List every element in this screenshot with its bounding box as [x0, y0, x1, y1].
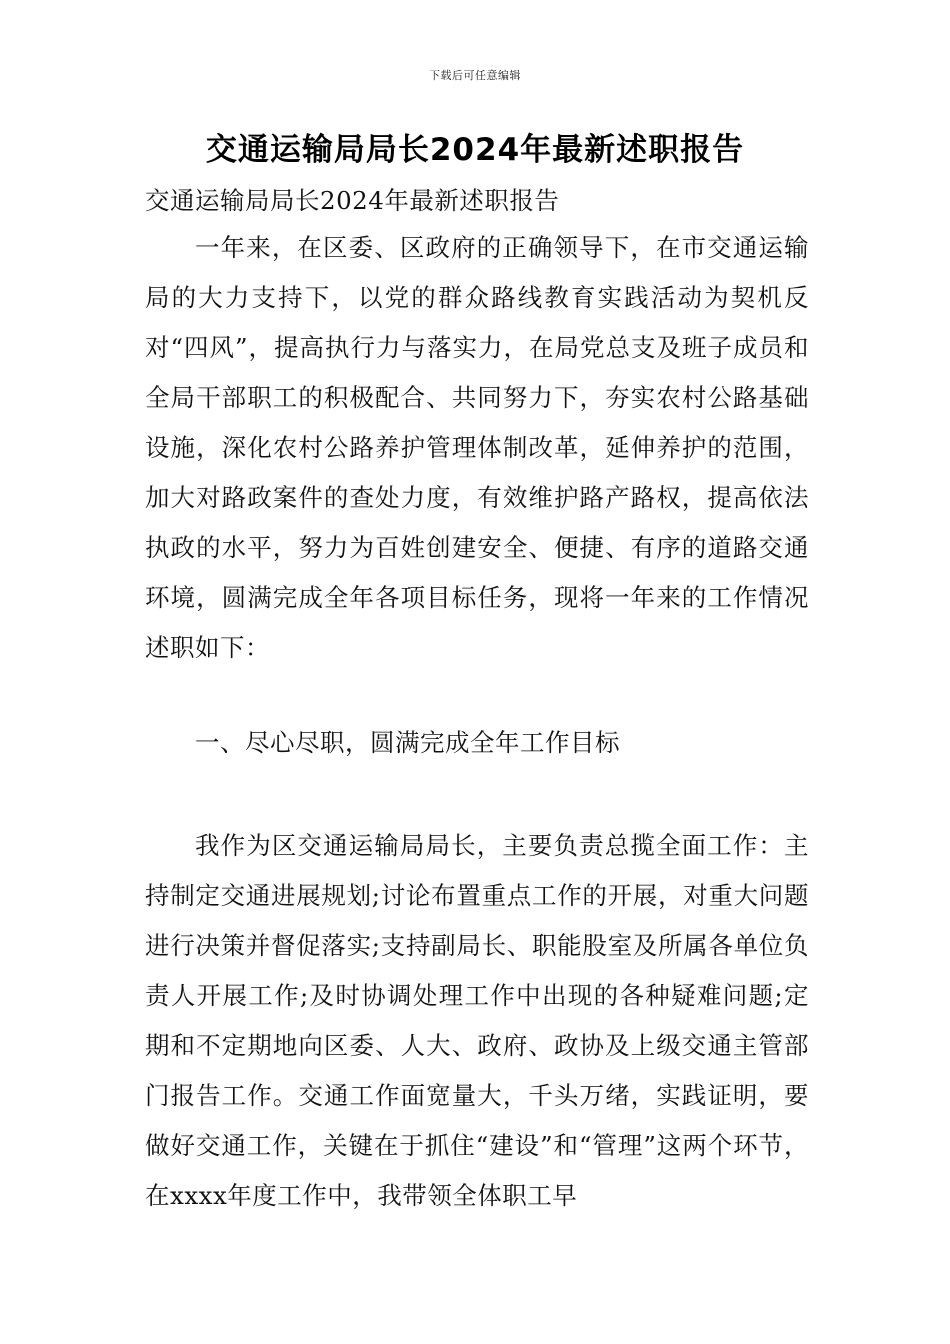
- intro-paragraph: 一年来，在区委、区政府的正确领导下，在市交通运输局的大力支持下，以党的群众路线教育实践活动为契机反对“四风”，提高执行力与落实力，在局党总支及班子成员和全局干部职工的积极配合、共同努力下，夯实农村公路基础设施，深化农村公路养护管理体制改革，延伸养护的范围，加大对路政案件的查处力度，有效维护路产路权，提高依法执政的水平，努力为百姓创建安全、便捷、有序的道路交通环境，圆满完成全年各项目标任务，现将一年来的工作情况述职如下：: [145, 233, 809, 662]
- header-note: 下载后可任意编辑: [429, 69, 521, 82]
- body-paragraph: 我作为区交通运输局局长，主要负责总揽全面工作：主持制定交通进展规划;讨论布置重点工作的开展，对重大问题进行决策并督促落实;支持副局长、职能股室及所属各单位负责人开展工作;及时协调处理工作中出现的各种疑难问题;定期和不定期地向区委、人大、政府、政协及上级交通主管部门报告工作。交通工作面宽量大，千头万绪，实践证明，要做好交通工作，关键在于抓住“建设”和“管理”这两个环节，在xxxx年度工作中，我带领全体职工早: [145, 831, 809, 1210]
- section-heading: 一、尽心尽职，圆满完成全年工作目标: [195, 728, 620, 757]
- document-title: 交通运输局局长2024年最新述职报告: [205, 132, 745, 168]
- document-subtitle: 交通运输局局长2024年最新述职报告: [145, 186, 560, 215]
